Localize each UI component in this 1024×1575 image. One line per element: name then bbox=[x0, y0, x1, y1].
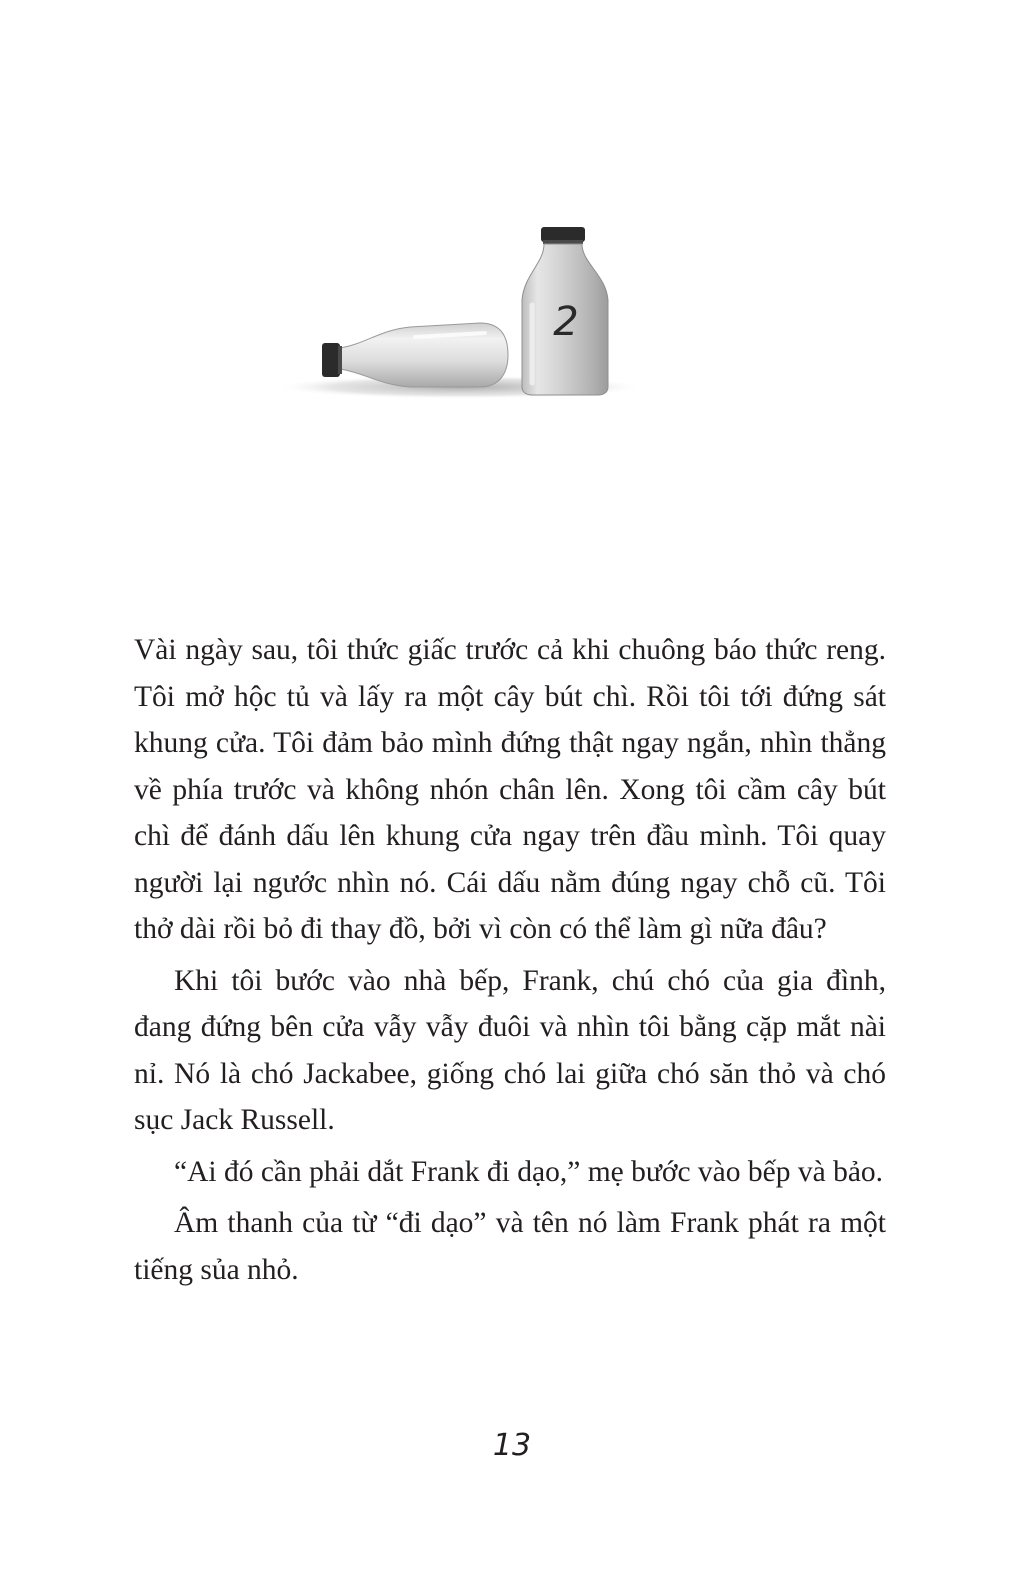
chapter-illustration bbox=[270, 215, 650, 430]
chapter-number: 2 bbox=[553, 299, 579, 345]
milk-bottles-icon bbox=[270, 215, 650, 430]
paragraph: Âm thanh của từ “đi dạo” và tên nó làm Frank phát ra một tiếng sủa nhỏ. bbox=[134, 1207, 886, 1286]
paragraph: Vài ngày sau, tôi thức giấc trước cả khi chuông báo thức reng. Tôi mở hộc tủ và lấy ra một cây bút chì. Rồi tôi tới đứng sát khung cửa. Tôi đảm bảo mình đứng thật ngay ngắn, nhìn thẳng về phía trước và không nhón chân lên. Xong tôi cầm cây bút chì để đánh dấu lên khung cửa ngay trên đầu mình. Tôi quay người lại ngước nhìn nó. Cái dấu nằm đúng ngay chỗ cũ. Tôi thở dài rồi bỏ đi thay đồ, bởi vì còn có thể làm gì nữa đâu? bbox=[134, 634, 886, 945]
paragraph: Khi tôi bước vào nhà bếp, Frank, chú chó của gia đình, đang đứng bên cửa vẫy vẫy đuôi và nhìn tôi bằng cặp mắt nài nỉ. Nó là chó Jackabee, giống chó lai giữa chó săn thỏ và chó sục Jack Russell. bbox=[134, 964, 886, 1136]
page-number: 13 bbox=[492, 1428, 532, 1463]
body-text bbox=[134, 627, 886, 1298]
upright-bottle bbox=[522, 227, 608, 395]
paragraph: “Ai đó cần phải dắt Frank đi dạo,” mẹ bước vào bếp và bảo. bbox=[174, 1155, 884, 1188]
